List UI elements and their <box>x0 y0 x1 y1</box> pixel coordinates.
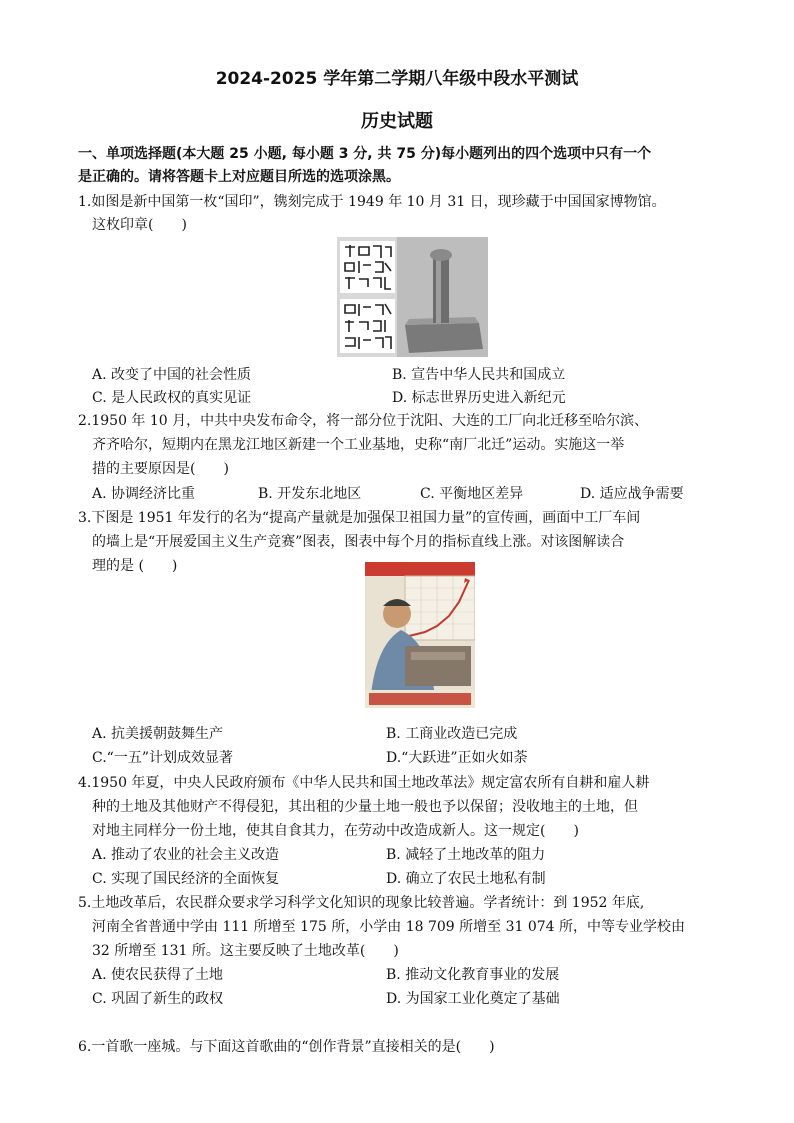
q1-stem-line1: 1.如图是新中国第一枚“国印”，镌刻完成于 1949 年 10 月 31 日，现珍藏于中国国家博物馆。 <box>78 194 666 210</box>
propaganda-poster <box>365 562 475 708</box>
exam-subtitle: 历史试题 <box>361 111 433 132</box>
q4-stem-line1: 4.1950 年夏，中央人民政府颁布《中华人民共和国土地改革法》规定富农所有自耕和雇人耕 <box>78 775 650 791</box>
q2-stem-line3: 措的主要原因是( ) <box>92 461 229 477</box>
q2-stem-line1: 2.1950 年 10 月，中共中央发布命令，将一部分位于沈阳、大连的工厂向北迁移至哈尔滨、 <box>78 413 649 429</box>
q5-stem-line1: 5.土地改革后，农民群众要求学习科学文化知识的现象比较普遍。学者统计：到 1952 年底, <box>78 895 645 911</box>
q4-stem-line2: 种的土地及其他财产不得侵犯，其出租的少量土地一般也予以保留；没收地主的土地，但 <box>92 799 638 815</box>
national-seal-photo <box>337 237 488 357</box>
q4-option-c: C. 实现了国民经济的全面恢复 <box>92 871 280 887</box>
q2-option-c: C. 平衡地区差异 <box>420 486 524 502</box>
q5-option-a: A. 使农民获得了土地 <box>92 967 224 983</box>
q3-option-c: C.“一五”计划成效显著 <box>92 750 233 766</box>
exam-title: 2024-2025 学年第二学期八年级中段水平测试 <box>215 69 579 89</box>
q1-option-b: B. 宣告中华人民共和国成立 <box>392 367 566 383</box>
q4-option-d: D. 确立了农民土地私有制 <box>386 871 546 887</box>
q5-option-d: D. 为国家工业化奠定了基础 <box>386 991 560 1007</box>
q3-option-d: D.“大跃进”正如火如荼 <box>386 750 528 766</box>
q1-option-a: A. 改变了中国的社会性质 <box>92 367 252 383</box>
q5-option-c: C. 巩固了新生的政权 <box>92 991 224 1007</box>
q5-option-b: B. 推动文化教育事业的发展 <box>386 967 560 983</box>
q1-option-d: D. 标志世界历史进入新纪元 <box>392 390 566 406</box>
section-instructions-line1: 一、单项选择题(本大题 25 小题, 每小题 3 分, 共 75 分)每小题列出的四个选项中只有一个 <box>78 146 652 162</box>
q2-option-a: A. 协调经济比重 <box>92 486 196 502</box>
q1-option-c: C. 是人民政权的真实见证 <box>92 390 252 406</box>
q4-stem-line3: 对地主同样分一份土地，使其自食其力，在劳动中改造成新人。这一规定( ) <box>92 823 579 839</box>
q5-stem-line2: 河南全省普通中学由 111 所增至 175 所，小学由 18 709 所增至 31 074 所，中等专业学校由 <box>92 919 686 935</box>
q2-option-d: D. 适应战争需要 <box>580 486 684 502</box>
section-instructions-line2: 是正确的。请将答题卡上对应题目所选的选项涂黑。 <box>78 169 400 185</box>
q3-stem-line2: 的墙上是“开展爱国主义生产竞赛”图表，图表中每个月的指标直线上涨。对该图解读合 <box>92 534 625 550</box>
q3-stem-line1: 3.下图是 1951 年发行的名为“提高产量就是加强保卫祖国力量”的宣传画，画面中工厂车间 <box>78 510 641 526</box>
q4-option-b: B. 减轻了土地改革的阻力 <box>386 847 546 863</box>
q3-option-b: B. 工商业改造已完成 <box>386 726 518 742</box>
q2-option-b: B. 开发东北地区 <box>258 486 362 502</box>
q6-stem-line1: 6.一首歌一座城。与下面这首歌曲的“创作背景”直接相关的是( ) <box>78 1039 495 1055</box>
q2-stem-line2: 齐齐哈尔，短期内在黑龙江地区新建一个工业基地，史称“南厂北迁”运动。实施这一举 <box>92 437 625 453</box>
q1-stem-line2: 这枚印章( ) <box>92 217 187 233</box>
q3-stem-line3: 理的是 ( ) <box>92 558 178 574</box>
q3-option-a: A. 抗美援朝鼓舞生产 <box>92 726 224 742</box>
q5-stem-line3: 32 所增至 131 所。这主要反映了土地改革( ) <box>92 943 399 959</box>
q4-option-a: A. 推动了农业的社会主义改造 <box>92 847 280 863</box>
